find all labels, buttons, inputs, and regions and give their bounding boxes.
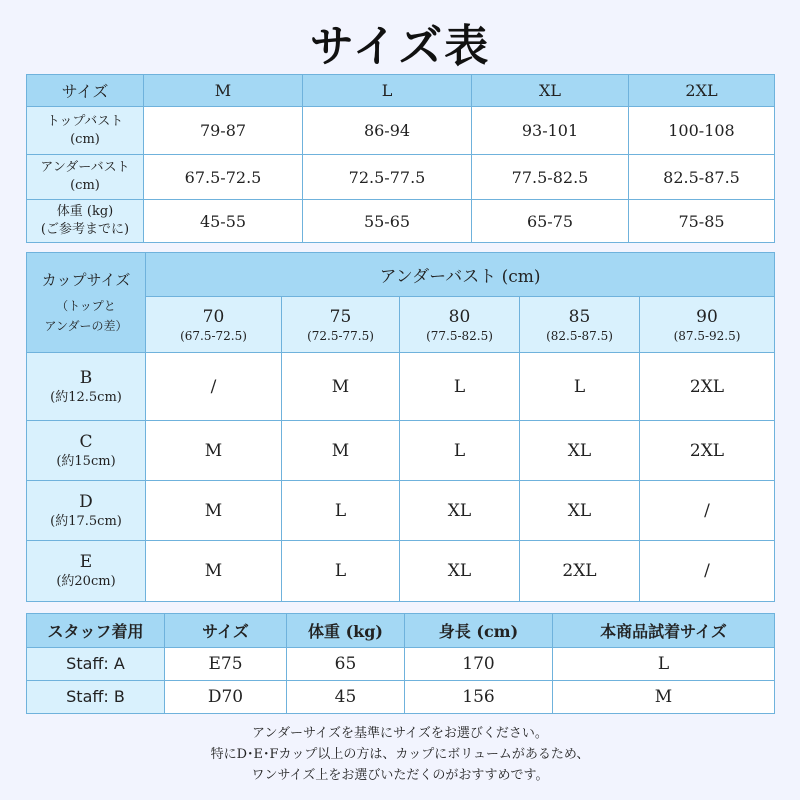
table-cell: XL: [520, 481, 640, 541]
staff-header-label: スタッフ着用: [27, 614, 165, 648]
table-cell: /: [640, 541, 775, 602]
top-bust-row: [27, 107, 775, 155]
table-cell: 93-101: [472, 107, 629, 155]
table-cell: L: [282, 481, 400, 541]
cup-row-c: [27, 421, 775, 481]
top-bust-label: トップバスト (cm): [27, 107, 144, 155]
note-line: ワンサイズ上をお選びいただくのがおすすめです。: [251, 768, 549, 783]
under-size-90: 90 (87.5-92.5): [640, 297, 775, 353]
staff-table: [26, 613, 775, 714]
under-size-85: 85 (82.5-87.5): [520, 297, 640, 353]
table-cell: L: [400, 421, 520, 481]
table-cell: /: [640, 481, 775, 541]
cup-size-sub-2: アンダーの差）: [44, 318, 128, 333]
table-cell: 67.5-72.5: [144, 155, 303, 200]
table-cell: M: [146, 421, 282, 481]
table-cell: 79-87: [144, 107, 303, 155]
table-cell: 2XL: [640, 353, 775, 421]
size-notes: [0, 723, 800, 786]
cup-label-d: D (約17.5cm): [27, 481, 146, 541]
table-cell: M: [553, 681, 775, 714]
table-cell: 72.5-77.5: [303, 155, 472, 200]
table-cell: L: [400, 353, 520, 421]
staff-header-height: 身長 (cm): [405, 614, 553, 648]
note-line: 特にD･E･Fカップ以上の方は、カップにボリュームがあるため、: [210, 747, 590, 762]
staff-header-size: サイズ: [165, 614, 287, 648]
table-cell: 65-75: [472, 200, 629, 243]
table-cell: M: [146, 481, 282, 541]
size-table-header-row: [27, 75, 775, 107]
note-line: アンダーサイズを基準にサイズをお選びください。: [252, 726, 548, 741]
weight-row: [27, 200, 775, 243]
table-cell: E75: [165, 648, 287, 681]
under-size-70: 70 (67.5-72.5): [146, 297, 282, 353]
staff-row-a: [27, 648, 775, 681]
cup-size-table: [26, 252, 775, 602]
cup-label-e: E (約20cm): [27, 541, 146, 602]
cup-label-b: B (約12.5cm): [27, 353, 146, 421]
size-header-2xl: 2XL: [629, 75, 775, 107]
table-cell: 75-85: [629, 200, 775, 243]
table-cell: 45: [287, 681, 405, 714]
staff-label-a: Staff: A: [27, 648, 165, 681]
table-cell: M: [146, 541, 282, 602]
table-cell: M: [282, 353, 400, 421]
table-cell: 77.5-82.5: [472, 155, 629, 200]
cup-size-sub-1: （トップと: [56, 298, 116, 313]
table-cell: XL: [400, 541, 520, 602]
under-size-75: 75 (72.5-77.5): [282, 297, 400, 353]
table-cell: 65: [287, 648, 405, 681]
under-bust-header: アンダーバスト (cm): [146, 253, 775, 297]
size-header-m: M: [144, 75, 303, 107]
cup-size-title: カップサイズ: [41, 270, 131, 289]
table-cell: 86-94: [303, 107, 472, 155]
cup-table-header-row: [27, 253, 775, 297]
table-cell: 170: [405, 648, 553, 681]
cup-row-b: [27, 353, 775, 421]
under-size-80: 80 (77.5-82.5): [400, 297, 520, 353]
table-cell: 82.5-87.5: [629, 155, 775, 200]
staff-row-b: [27, 681, 775, 714]
staff-table-header-row: [27, 614, 775, 648]
table-cell: 2XL: [520, 541, 640, 602]
table-cell: D70: [165, 681, 287, 714]
staff-header-trial-size: 本商品試着サイズ: [553, 614, 775, 648]
size-header-l: L: [303, 75, 472, 107]
size-table: [26, 74, 775, 243]
cup-row-d: [27, 481, 775, 541]
under-bust-label: アンダーバスト (cm): [27, 155, 144, 200]
table-cell: XL: [520, 421, 640, 481]
table-cell: XL: [400, 481, 520, 541]
table-cell: 100-108: [629, 107, 775, 155]
size-header-xl: XL: [472, 75, 629, 107]
size-header-label: サイズ: [27, 75, 144, 107]
table-cell: 156: [405, 681, 553, 714]
table-cell: /: [146, 353, 282, 421]
cup-size-corner: [27, 253, 146, 353]
under-bust-row: [27, 155, 775, 200]
weight-label: 体重 (kg) (ご参考までに): [27, 200, 144, 243]
table-cell: M: [282, 421, 400, 481]
table-cell: 45-55: [144, 200, 303, 243]
page-title: サイズ表: [309, 21, 491, 72]
table-cell: 2XL: [640, 421, 775, 481]
staff-label-b: Staff: B: [27, 681, 165, 714]
staff-header-weight: 体重 (kg): [287, 614, 405, 648]
table-cell: L: [520, 353, 640, 421]
cup-row-e: [27, 541, 775, 602]
table-cell: L: [282, 541, 400, 602]
table-cell: 55-65: [303, 200, 472, 243]
cup-label-c: C (約15cm): [27, 421, 146, 481]
table-cell: L: [553, 648, 775, 681]
